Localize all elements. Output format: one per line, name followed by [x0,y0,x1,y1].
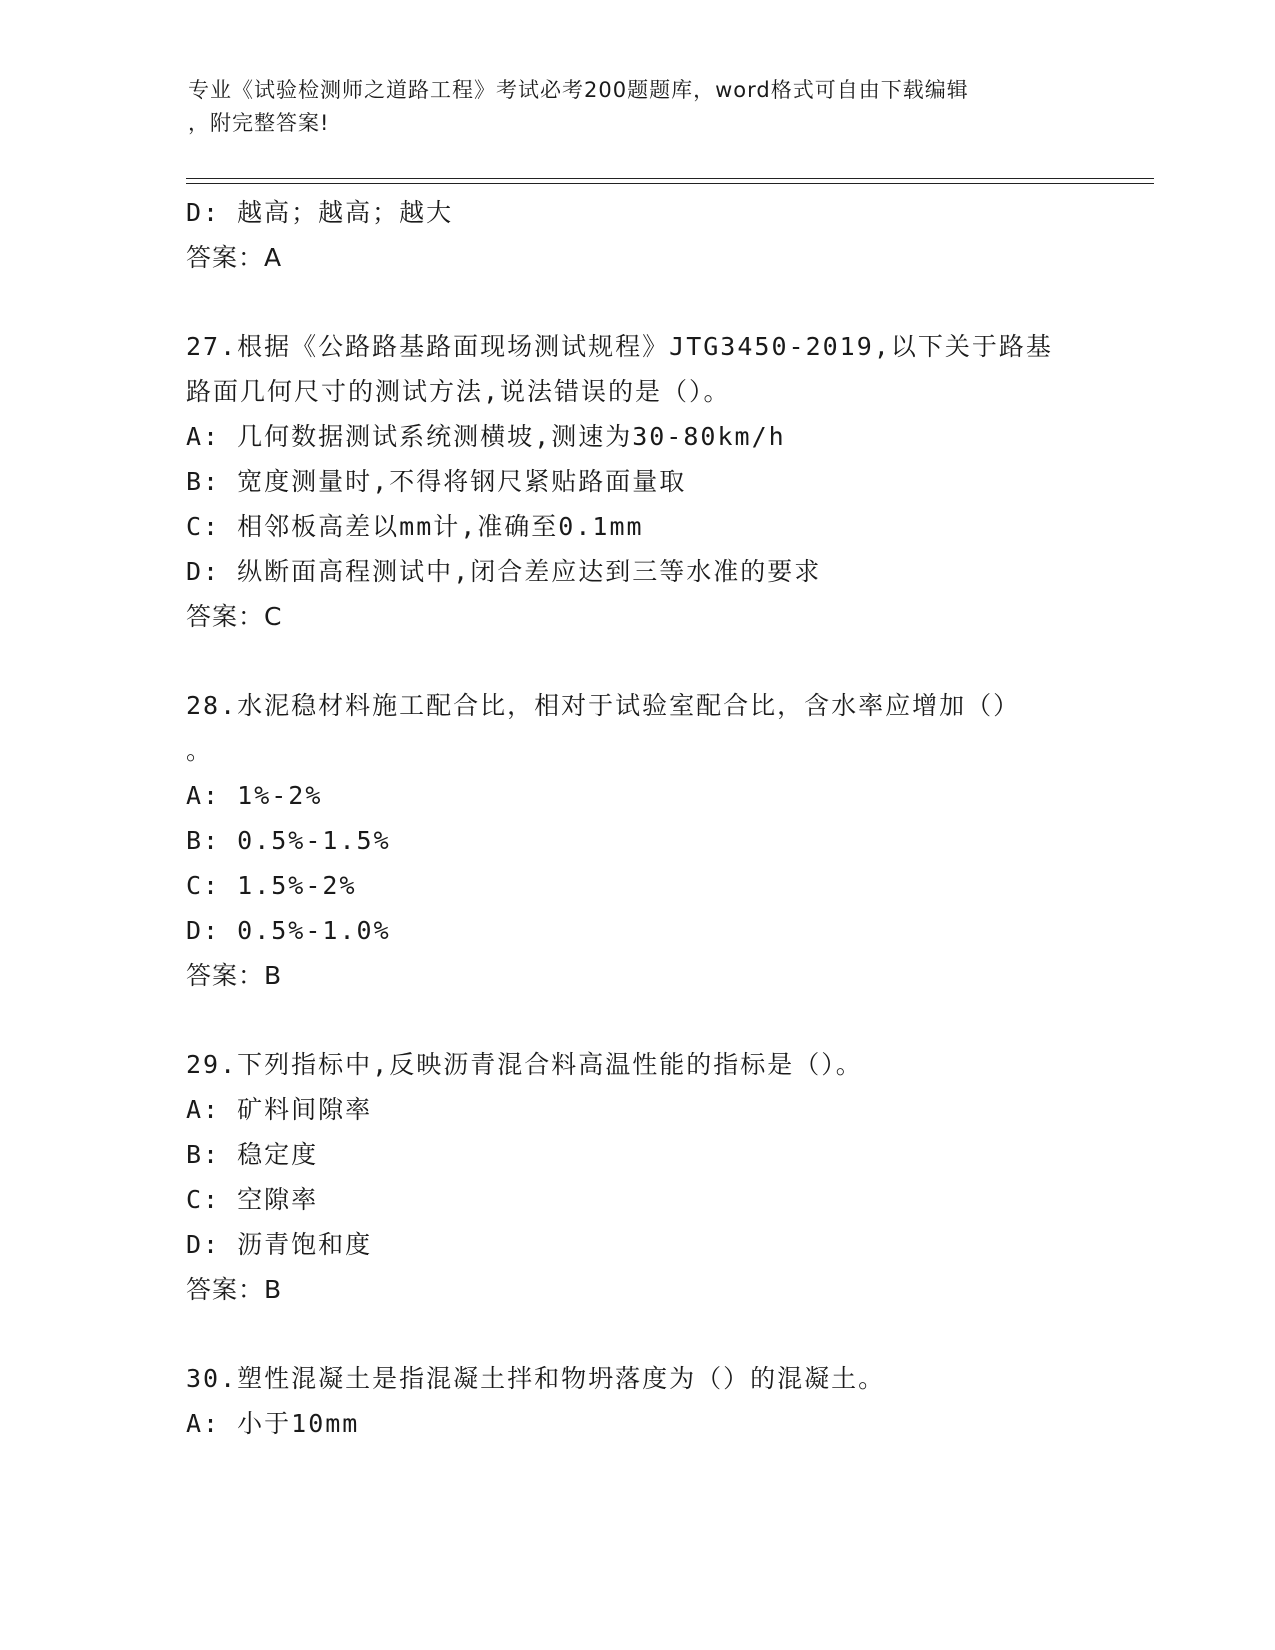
answer-label: 答案：B [186,1275,283,1304]
option-b: B: 稳定度 [186,1140,319,1169]
question-stem: 29.下列指标中,反映沥青混合料高温性能的指标是（）。 [186,1050,863,1079]
option-c: C: 1.5%-2% [186,871,357,900]
question-27 [186,324,1086,639]
option-a: A: 几何数据测试系统测横坡,测速为30-80km/h [186,422,786,451]
option-a: A: 1%-2% [186,781,323,810]
header-divider-bottom [186,183,1154,184]
document-header [188,74,1068,140]
question-stem: 27.根据《公路路基路面现场测试规程》JTG3450-2019,以下关于路基 [186,332,1053,361]
header-divider-top [186,178,1154,179]
question-29 [186,1042,1086,1312]
header-title-line-1: 专业《试验检测师之道路工程》考试必考200题题库，word格式可自由下载编辑 [188,78,969,102]
question-stem: 30.塑性混凝土是指混凝土拌和物坍落度为（）的混凝土。 [186,1364,886,1393]
option-b: B: 0.5%-1.5% [186,826,391,855]
option-c: C: 相邻板高差以mm计,准确至0.1mm [186,512,644,541]
answer-label: 答案：B [186,961,283,990]
answer-label: 答案：A [186,243,283,272]
question-stem-continued: 路面几何尺寸的测试方法,说法错误的是（）。 [186,377,731,406]
question-30 [186,1356,1086,1446]
option-a: A: 小于10mm [186,1409,360,1438]
option-c: C: 空隙率 [186,1185,319,1214]
question-stem: 28.水泥稳材料施工配合比，相对于试验室配合比，含水率应增加（） [186,691,1021,720]
option-d: D: 纵断面高程测试中,闭合差应达到三等水准的要求 [186,557,822,586]
option-d: D: 0.5%-1.0% [186,916,391,945]
option-a: A: 矿料间隙率 [186,1095,373,1124]
header-title-line-2: ，附完整答案! [188,111,330,135]
question-28 [186,683,1086,998]
answer-label: 答案：C [186,602,283,631]
option-d: D: 越高；越高；越大 [186,198,454,227]
question-list [186,190,1086,1446]
question-stem-continued: 。 [186,736,214,765]
option-b: B: 宽度测量时,不得将钢尺紧贴路面量取 [186,467,687,496]
option-d: D: 沥青饱和度 [186,1230,373,1259]
question-26-tail [186,190,1086,280]
